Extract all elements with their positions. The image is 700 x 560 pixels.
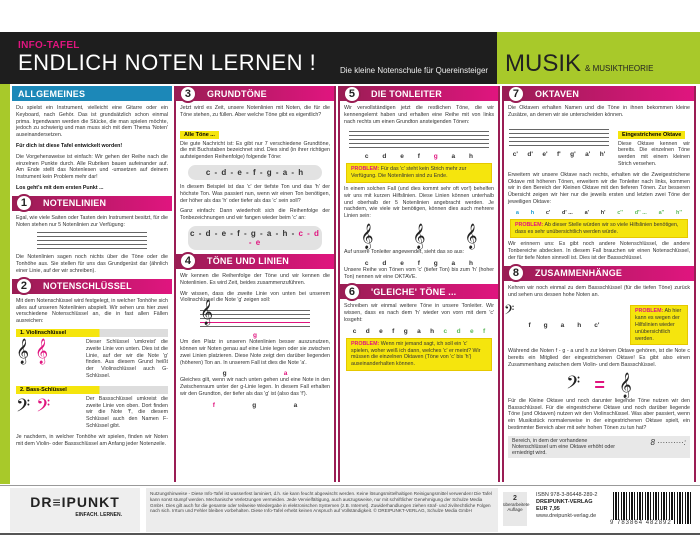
staff-figure-g: [200, 300, 310, 328]
section-heading-5: 5 DIE TONLEITER: [340, 86, 498, 101]
subtitle: Die kleine Notenschule für Quereinsteiger: [340, 66, 489, 75]
problem-box: PROBLEM: Ab dieser Stelle würden wir so viele Hilfslinien benötigen, dass es sehr unübersichtlich werden würde.: [510, 219, 688, 239]
scale-labels: c d e f g a h c d e f: [352, 327, 486, 335]
bass-clef-icon: 𝄢: [36, 395, 51, 421]
ottava-box: Bereich, in dem der vorhandene Notenschlüssel um eine Oktave erhöht oder erniedrigt wird. 8 ··········:: [508, 436, 690, 458]
isbn: ISBN 978-3-86448-289-2: [536, 492, 598, 498]
staff-figure: [37, 232, 147, 250]
violin-clef-block: [12, 339, 172, 384]
section-heading-7: 7 OKTAVEN: [504, 86, 694, 101]
subheading-violin: 1. Violinschlüssel: [16, 329, 168, 337]
bass-high-notes-block: [504, 302, 694, 348]
paragraph: Die Vorgehensweise ist einfach: Wir gehen der Reihe nach die einzelnen Punkte durch. Alle Rubriken bauen aufeinander auf. Am Ende stellt das Notenlesen und -umsetzen auf deinem Instrument kein Problem mehr dar!: [16, 153, 168, 181]
eingestrichene-block: c' d' e' f' g' a' h' Eingestrichene Oktave Diese Oktave kennen wir bereits. Die einzelnen Töne werden mit einem kleinen Strich versehen.: [504, 123, 694, 172]
paragraph: Die gute Nachricht ist: Es gibt nur 7 verschiedene Grundtöne, die mit Buchstaben bezeichnet sind. Dies sind (in ihrer richtigen aufsteigenden Reihenfolge) folgende Töne:: [180, 140, 330, 161]
paragraph: Wir wissen, dass die zweite Linie von unten bei unserem Violinschlüssel die Note 'g' zeigen soll:: [180, 290, 330, 304]
column-2: [174, 86, 336, 482]
tag-alle-toene: Alle Töne ...: [180, 131, 219, 139]
paragraph: Egal, wie viele Saiten oder Tasten dein Instrument besitzt, für die Noten stehen nur 5 Notenlinien zur Verfügung:: [16, 214, 168, 228]
section-heading-8: 8 ZUSAMMENHÄNGE: [504, 266, 694, 281]
scale-labels: c' d' e' f' g' a' h': [512, 150, 606, 158]
section-heading-3: 3 GRUNDTÖNE: [176, 86, 334, 101]
column-1: [12, 86, 172, 482]
edition-badge: 2 überarbeitete Auflage: [503, 492, 527, 526]
bass-clef-block: [12, 396, 172, 434]
paragraph: Gleiches gilt, wenn wir nach unten gehen und eine Note in den Zwischenraum unter der g-Linie legen. In diesem Fall erhalten wir den Grundton, der tiefer als das 'g' ist (also das 'f').: [180, 377, 330, 397]
note-labels: g: [253, 332, 257, 340]
kicker: INFO-TAFEL: [18, 40, 80, 51]
paragraph: Je nachdem, in welcher Tonhöhe wir spielen, finden wir Noten mit dem Violin- oder Bassschlüssel am Anfang jeder Notenzeile.: [16, 433, 168, 447]
scale-staff: [349, 129, 489, 149]
paragraph: In einem solchen Fall (und dies kommt sehr oft vor!) behelfen wir uns mit kurzen Hilfslinien. Diese Linien können unterhalb und oberhalb der 5 Notenlinien angebracht werden. Je nachdem, wie viele wir benötigen, können dies auch mehrere Linien sein:: [344, 185, 494, 220]
paragraph: Jetzt wird es Zeit, unsere Notenlinien mit Noten, die für die Töne stehen, zu füllen. Aber welche Töne gibt es eigentlich?: [180, 105, 330, 118]
barcode-number: 9 783864 482892: [610, 520, 672, 526]
section-heading-4: 4 TÖNE UND LINIEN: [176, 254, 334, 269]
legal-notice: Nutzungshinweise - Diese Info-Tafel ist wasserfest laminiert, d.h. sie kann feucht abgewischt werden. Keine lösungsmittelhaltigen Reinigungsmittel verwenden! Die Tafel kann sonst stumpf werden. Mechanische Verletzungen vermeiden. Jede Vervielfältigung, auch auszugsweise, nur mit schriftlicher Genehmigung der Schulze Media GmbH. Dies gilt auch für die gesamte oder teilweise Wiedergabe in elektronischen Systemen (z.B. Internet). Zuwiderhandlungen ziehen straf- und zivilrechtliche Folgen nach sich. Irrtum und Fehler bleiben vorbehalten. Diese Info-Tafel erhebt keinen Anspruch auf Vollständigkeit. © DREIPUNKT-VERLAG, Schulze Media GmbH: [146, 488, 498, 532]
octave-staff: [509, 127, 609, 147]
equals-icon: =: [594, 374, 605, 395]
tag-eingestrichene-oktave: Eingestrichene Oktave: [618, 131, 685, 139]
note-sequence: c - d - e - f - g - a - h: [188, 165, 322, 180]
bass-clef-icon: 𝄢: [504, 302, 515, 322]
column-3: [338, 86, 500, 482]
section-heading-6: 6 'GLEICHE' TÖNE ...: [340, 284, 498, 299]
scale-labels: c d e f g a h: [364, 153, 473, 161]
note-labels: f g a: [212, 401, 298, 409]
paragraph: Unsere Reihe von Tönen vom 'c' (tiefer Ton) bis zum 'h' (hoher Ton) nennen wir eine OKTAVE.: [344, 266, 494, 280]
paragraph: Ganz einfach: Dann wiederholt sich die Reihenfolge der Tonbezeichnungen und wir fangen wieder beim 'c' an:: [180, 208, 330, 222]
bass-clef-icon: 𝄢: [566, 372, 581, 398]
scale-labels: f g a h c': [528, 322, 600, 330]
paragraph: Während die Noten f - g - a und h zur kleinen Oktave gehören, ist die Note c bereits ein Mitglied der eingestrichenen Oktave! Es gibt also einen Zusammenhang zwischen dem Violin- und dem Bassschlüssel.: [508, 348, 690, 368]
paragraph: Wir vervollständigen jetzt die restlichen Töne, die wir kennengelernt haben und erhalten eine Reihe mit von links nach rechts um einen Grundton ansteigenden Tönen:: [344, 105, 494, 125]
paragraph: Kehren wir noch einmal zu dem Bassschlüssel (für die tiefen Töne) zurück und sehen uns dessen hohe Noten an.: [508, 284, 690, 298]
section-heading-2: 2 NOTENSCHLÜSSEL: [12, 279, 172, 294]
publisher-logo: DR≡IPUNKT EINFACH. LERNEN.: [10, 488, 140, 532]
clef-equivalence: [504, 373, 694, 398]
paragraph: Auf unsere Tonleiter angewendet, sieht das so aus:: [344, 248, 465, 255]
website-url: www.dreipunkt-verlag.de: [536, 513, 597, 519]
treble-clef-icon: 𝄞: [16, 338, 30, 364]
paragraph: Für die Kleine Oktave und noch darunter liegende Töne nutzen wir den Bassschlüssel. Für die eingestrichene Oktave und noch darüber liegende Töne (und Oktaven) nutzen wir den Violinschlüssel. Was aber passiert, wenn ein Musikstück normalerweise in der eingestrichenen Oktave spielt, ein bestimmter Bereich aber mit sehr hohen Tönen zu tun hat?: [508, 397, 690, 431]
product-meta: [500, 490, 695, 530]
paragraph: Die Oktaven erhalten Namen und die Töne in ihnen bekommen kleine Zusätze, an denen wir sie unterscheiden können.: [508, 105, 690, 118]
octave-range-labels: a h c' d' ... a' h' c'' d'' ... a'' h'': [515, 209, 683, 216]
column-4: [502, 86, 696, 482]
note-labels: g a: [222, 370, 288, 378]
publisher-name: DREIPUNKT-VERLAG: [536, 499, 593, 505]
left-accent-strip: [0, 84, 10, 484]
section-heading-allgemeines: ALLGEMEINES: [12, 86, 172, 101]
problem-box: PROBLEM: Ab hier kann es wegen der Hilfslinien wieder unübersichtlich werden.: [630, 305, 688, 345]
paragraph: Du spielst ein Instrument, vielleicht eine Gitarre oder ein Keyboard, nach Gehör. Das ist grundsätzlich schon einmal prima. Irgendwann werden die Stücke, die man spielen möchte, jedoch zu schwierig und man muss sich mit dem Thema 'Noten' auseinandersetzen.: [16, 105, 168, 139]
treble-clef-icon: 𝄞: [618, 372, 632, 398]
treble-clef-icon: 𝄞: [200, 300, 214, 326]
paragraph: Wir erinnern uns: Es gibt noch andere Notenschlüssel, die andere Tonbereiche abdecken. In diesem Fall brauchen wir einen Notenschlüssel, der für tiefe Noten sinnvoll ist. Dies ist der Bassschlüssel.: [508, 241, 690, 261]
problem-box: PROBLEM: Für das 'c' steht kein Strich mehr zur Verfügung. Die Notenlinien sind zu Ende.: [346, 163, 492, 183]
treble-clef-icon: 𝄞: [35, 338, 49, 364]
section-number: 2: [15, 277, 33, 295]
page-title: ENDLICH NOTEN LERNEN !: [18, 50, 317, 75]
paragraph: Die Notenlinien sagen noch nichts über die Töne oder die Tonhöhe aus. Sie stellen für uns das Grundgerüst dar (ähnlich einer Linie, auf der wir schreiben).: [16, 254, 168, 274]
paragraph: Mit dem Notenschlüssel wird festgelegt, in welcher Tonhöhe sich alles auf unseren Notenlinien abspielt. Wir sehen uns hier zwei verschiedene Notenschlüssel an, die in fast allen Fällen ausreichen:: [16, 297, 168, 325]
paragraph: Erweitern wir unsere Oktave nach rechts, erhalten wir die Zweigestrichene Oktave mit höheren Tönen, erweitern wir die Tonleiter nach links, kommen wir in den Bereich der Kleinen Oktave mit den tieferen Tönen. Zur besseren Übersicht zeigen wir hier nur die jeweils ersten und letzten zwei Töne der jeweiligen Oktave:: [508, 171, 690, 205]
paragraph: Dieser Schlüssel 'umkreist' die zweite Linie von unten. Dies ist die Linie, auf der wir die Note 'g' finden. Aus diesem Grund heißt der Violinschlüssel auch G-Schlüssel.: [86, 338, 168, 379]
paragraph: Für dich ist diese Tafel entwickelt worden!: [16, 142, 123, 149]
brand-title: MUSIK & MUSIKTHEORIE: [505, 50, 654, 77]
paragraph: Der Bassschlüssel umkreist die zweite Linie von oben. Dort finden wir die Note 'f', die diesem Schlüssel auch den Namen F-Schlüssel gibt.: [86, 395, 168, 429]
paragraph: Los geht's mit dem ersten Punkt ...: [16, 184, 104, 191]
subheading-bass: 2. Bass-Schlüssel: [16, 386, 168, 394]
paragraph: Wir kennen die Reihenfolge der Töne und wir kennen die Notenlinien. Es wird Zeit, beides zusammenzuführen.: [180, 272, 330, 286]
paragraph: Schreiben wir einmal weitere Töne in unsere Tonleiter. Wir wissen, dass es nach dem 'h' wieder von vorn mit dem 'c' losgeht:: [344, 303, 494, 323]
ottava-symbol: 8 ··········:: [650, 437, 686, 447]
section-heading-1: 1 NOTENLINIEN: [12, 196, 172, 211]
problem-box: PROBLEM: Wenn mir jemand sagt, ich soll ein 'c' spielen, woher weiß ich dann, welches 'c' er meint? Wir müssen die einzelnen Oktaven (Töne von 'c' bis 'h') auseinanderhalten können.: [346, 338, 492, 371]
price: EUR 7,95: [536, 506, 560, 512]
bass-clef-icon: 𝄢: [16, 395, 31, 421]
section-number: 1: [15, 194, 33, 212]
paragraph: Um den Platz in unseren Notenlinien besser auszunutzen, können wir Noten genau auf eine Linie legen oder sie zwischen zwei Linien platzieren. Diese Note zeigt den darüber liegenden (höheren) Ton an. In unserem Fall ist dies die Note 'a'.: [180, 339, 330, 366]
note-sequence-extended: c - d - e - f - g - a - h - c - d - e: [188, 226, 322, 250]
paragraph: In diesem Beispiel ist das 'c' der tiefste Ton und das 'h' der höchste Ton. Was passiert nun, wenn wir einen Ton benötigen, der höher als das 'h' oder tiefer als das 'c' sein soll?: [180, 183, 330, 204]
scale-labels: c d e f g a h: [364, 259, 473, 267]
ledger-line-examples: 𝄞 𝄞 𝄞: [360, 223, 478, 249]
